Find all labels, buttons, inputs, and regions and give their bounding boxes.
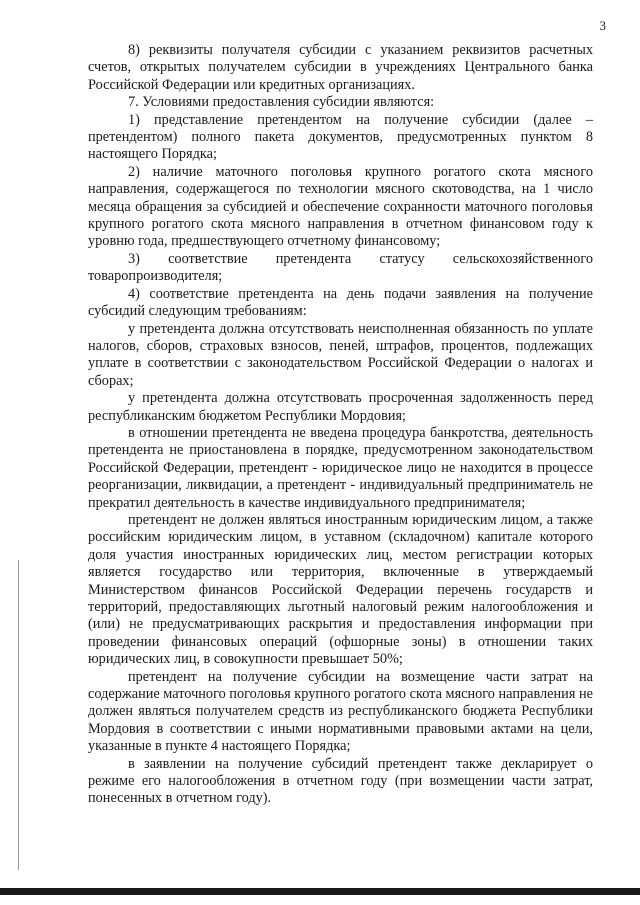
paragraph-tax-regime-declaration: в заявлении на получение субсидий претендент также декларирует о режиме его налогообложения в отчетном году (при возмещении части затрат, понесенных в отчетном году). <box>88 755 593 807</box>
paragraph-condition-3: 3) соответствие претендента статусу сельскохозяйственного товаропроизводителя; <box>88 250 593 285</box>
page-number: 3 <box>599 18 606 33</box>
paragraph-condition-4: 4) соответствие претендента на день подачи заявления на получение субсидий следующим требованиям: <box>88 285 593 320</box>
paragraph-requisites: 8) реквизиты получателя субсидии с указанием реквизитов расчетных счетов, открытых получателем субсидии в учреждениях Центрального банка Российской Федерации или кредитных организациях. <box>88 42 593 93</box>
paragraph-condition-2: 2) наличие маточного поголовья крупного рогатого скота мясного направления, содержащегося по технологии мясного скотоводства, на 1 число месяца обращения за субсидией и обеспечение сохранности маточного поголовья крупного рогатого скота мясного направления в отчетном финансовом году к уровню года, предшествующего отчетному финансовому; <box>88 163 593 250</box>
paragraph-requirement-debt: у претендента должна отсутствовать просроченная задолженность перед республиканским бюджетом Республики Мордовия; <box>88 390 593 424</box>
paragraph-condition-1: 1) представление претендентом на получение субсидии (далее – претендентом) полного пакета документов, предусмотренных пунктом 8 настоящего Порядка; <box>88 111 593 163</box>
paragraph-requirement-bankruptcy: в отношении претендента не введена процедура банкротства, деятельность претендента не приостановлена в порядке, предусмотренном законодательством Российской Федерации, претендент - юридическое лицо не находится в процессе реорганизации, ликвидации, а претендент - индивидуальный предприниматель не прекратил деятельность в качестве индивидуального предпринимателя; <box>88 424 593 511</box>
paragraph-requirement-foreign: претендент не должен являться иностранным юридическим лицом, а также российским юридическим лицом, в уставном (складочном) капитале которого доля участия иностранных юридических лиц, местом регистрации которых является государство или территория, включенные в утверждаемый Министерством финансов Российской Федерации перечень государств и территорий, предоставляющих льготный налоговый режим налогообложения и (или) не предусматривающих раскрытия и предоставления информации при проведении финансовых операций (офшорные зоны) в отношении таких юридических лиц, в совокупности превышает 50%; <box>88 511 593 668</box>
paragraph-requirement-other-funds: претендент на получение субсидии на возмещение части затрат на содержание маточного поголовья крупного рогатого скота мясного направления не должен являться получателем средств из республиканского бюджета Республики Мордовия в соответствии с иными нормативными правовыми актами на цели, указанные в пункте 4 настоящего Порядка; <box>88 668 593 755</box>
paragraph-requirement-taxes: у претендента должна отсутствовать неисполненная обязанность по уплате налогов, сборов, страховых взносов, пеней, штрафов, процентов, подлежащих уплате в соответствии с законодательством Российской Федерации о налогах и сборах; <box>88 320 593 389</box>
scan-edge-line <box>18 560 19 870</box>
paragraph-section-7-heading: 7. Условиями предоставления субсидии являются: <box>128 94 435 111</box>
document-body <box>88 42 593 808</box>
scan-bottom-border <box>0 888 640 895</box>
